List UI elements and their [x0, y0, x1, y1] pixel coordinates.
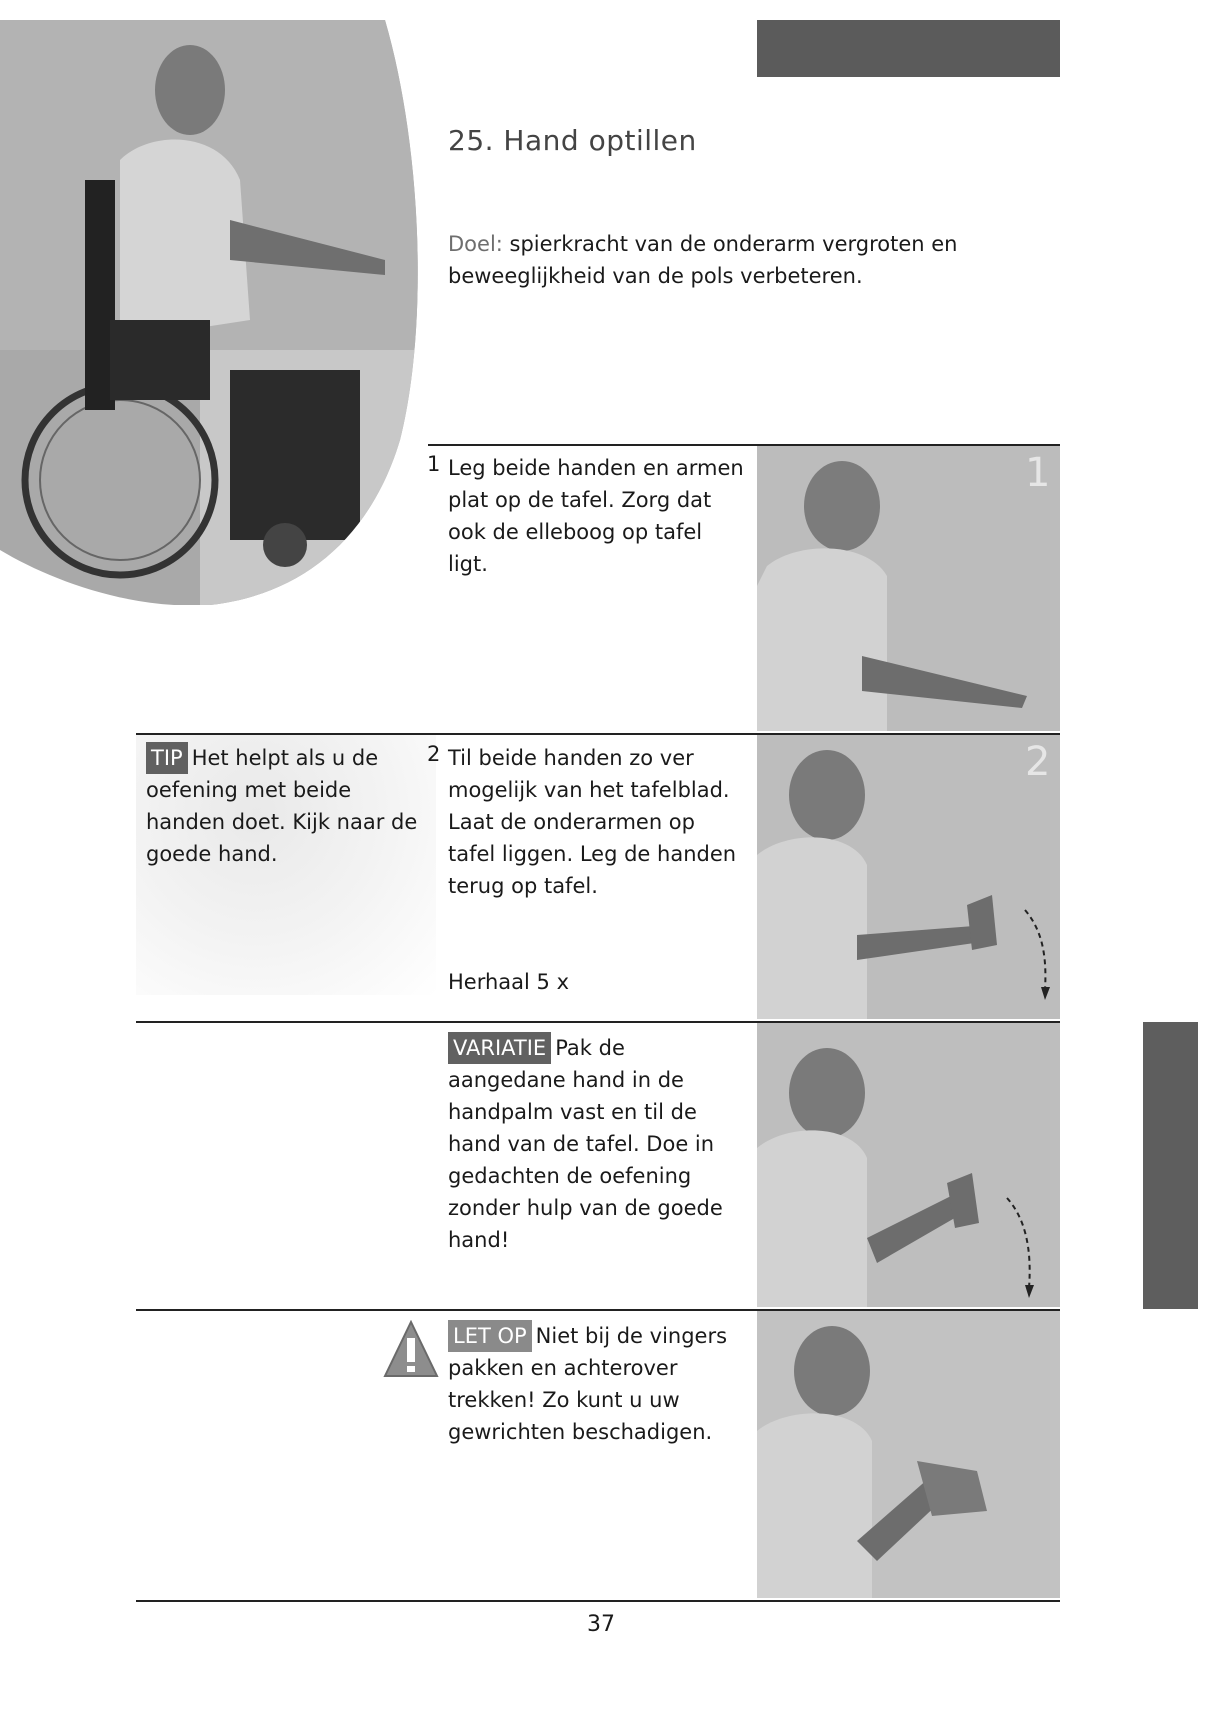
photo-number: 1 [1025, 450, 1051, 496]
goal-text: spierkracht van de onderarm vergroten en beweeglijkheid van de pols verbeteren. [448, 232, 958, 288]
header-bar [757, 20, 1060, 77]
tip-text: Het helpt als u de oefening met beide handen doet. Kijk naar de goede hand. [146, 746, 418, 866]
goal-statement [448, 228, 1008, 292]
step-1-text: Leg beide handen en armen plat op de tafel. Zorg dat ook de elleboog op tafel ligt. [448, 456, 744, 576]
warning-photo [757, 1311, 1060, 1598]
divider [136, 1600, 1060, 1602]
step-2-photo [757, 735, 1060, 1019]
warning-triangle-icon [383, 1320, 439, 1380]
page-title: 25. Hand optillen [448, 124, 697, 157]
step-1-photo [757, 446, 1060, 731]
variation-photo [757, 1023, 1060, 1307]
variation-box [448, 1032, 748, 1256]
step-2-text: Til beide handen zo ver mogelijk van het tafelblad. Laat de onderarmen op tafel liggen. Leg de handen terug op tafel. [448, 746, 737, 898]
step-number: 2 [427, 742, 441, 766]
warning-badge: LET OP [448, 1320, 532, 1352]
goal-label: Doel: [448, 232, 503, 256]
variation-text: Pak de aangedane hand in de handpalm vast en til de hand van de tafel. Doe in gedachten de oefening zonder hulp van de goede hand! [448, 1036, 723, 1252]
photo-number: 2 [1025, 739, 1051, 785]
chapter-side-tab [1143, 1022, 1198, 1309]
hero-photo [0, 20, 430, 605]
warning-text: Niet bij de vingers pakken en achterover trekken! Zo kunt u uw gewrichten beschadigen. [448, 1324, 728, 1444]
step-number: 1 [427, 452, 441, 476]
step-2-repeat: Herhaal 5 x [448, 970, 569, 994]
tip-badge: TIP [146, 742, 188, 774]
variation-badge: VARIATIE [448, 1032, 551, 1064]
tip-box [146, 742, 436, 870]
warning-box [448, 1320, 748, 1448]
page-number: 37 [587, 1612, 615, 1637]
